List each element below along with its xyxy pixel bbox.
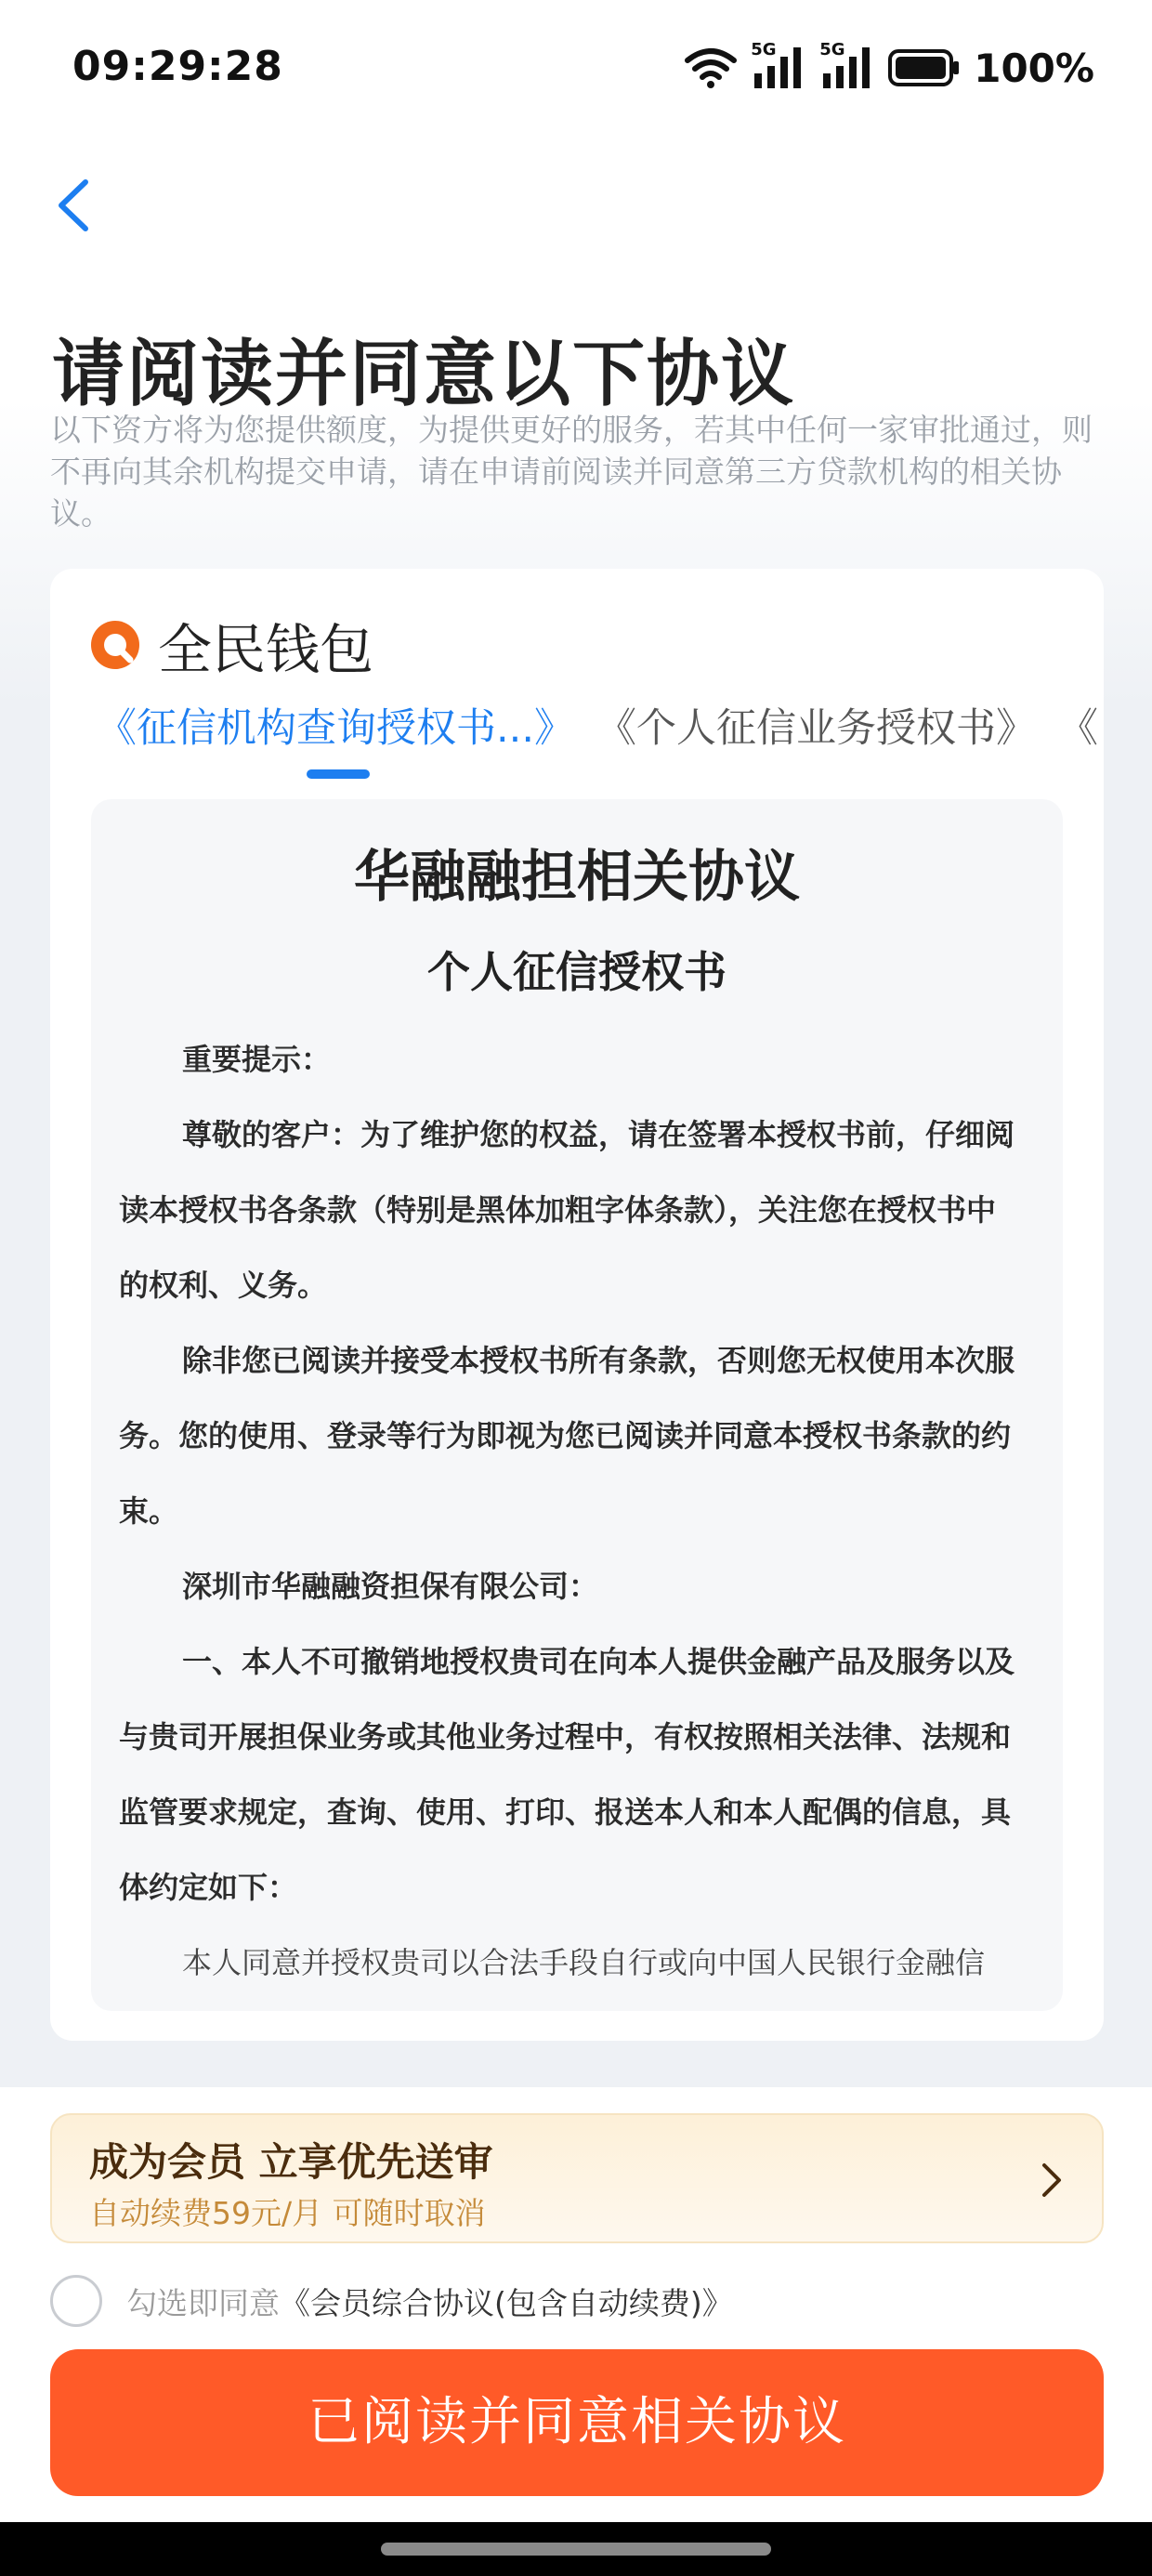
vip-subtitle: 自动续费59元/月 可随时取消 [89, 2195, 486, 2231]
provider-header [89, 606, 373, 684]
back-button[interactable] [48, 173, 104, 238]
document-body [119, 1022, 1015, 2001]
tab-next-agreement[interactable]: 《 [1058, 705, 1099, 752]
vip-banner[interactable] [50, 2113, 1104, 2243]
agreement-document[interactable] [91, 799, 1063, 2011]
document-paragraph: 除非您已阅读并接受本授权书所有条款，否则您无权使用本次服务。您的使用、登录等行为即视为您已阅读并同意本授权书条款的约束。 [119, 1343, 1015, 1529]
member-agreement-link[interactable]: 《会员综合协议(包含自动续费)》 [280, 2284, 733, 2321]
tab-indicator [307, 769, 370, 779]
consent-radio[interactable] [50, 2275, 102, 2327]
agreement-consent-row [50, 2264, 733, 2338]
document-paragraph: 深圳市华融融资担保有限公司： [182, 1569, 599, 1604]
provider-logo-icon [89, 619, 141, 671]
signal-icon: 5G [751, 46, 806, 90]
tab-personal-credit-authorization[interactable]: 《个人征信业务授权书》 [596, 705, 1037, 752]
page-description: 以下资方将为您提供额度，为提供更好的服务，若其中任何一家审批通过，则不再向其余机构提交申请，请在申请前阅读并同意第三方贷款机构的相关协议。 [50, 412, 1093, 532]
document-paragraph: 一、本人不可撤销地授权贵司在向本人提供金融产品及服务以及与贵司开展担保业务或其他业务过程中，有权按照相关法律、法规和监管要求规定，查询、使用、打印、报送本人和本人配偶的信息，具体约定如下： [119, 1644, 1015, 1905]
wifi-icon [684, 47, 738, 88]
document-paragraph: 尊敬的客户：为了维护您的权益，请在签署本授权书前，仔细阅读本授权书各条款（特别是黑体加粗字体条款），关注您在授权书中的权利、义务。 [119, 1117, 1015, 1303]
status-icons [684, 40, 1094, 91]
page-title: 请阅读并同意以下协议 [52, 333, 796, 416]
home-indicator[interactable] [381, 2543, 771, 2556]
chevron-right-icon [1037, 2160, 1065, 2201]
document-subtitle: 个人征信授权书 [427, 947, 727, 997]
document-paragraph: 重要提示： [182, 1042, 332, 1077]
agree-button[interactable]: 已阅读并同意相关协议 [50, 2349, 1104, 2496]
status-bar [0, 0, 1152, 139]
bottom-panel [0, 2087, 1152, 2576]
vip-title: 成为会员 立享优先送审 [89, 2139, 493, 2185]
signal-icon: 5G [819, 46, 875, 90]
battery-icon [888, 49, 961, 86]
agreement-card [50, 569, 1104, 2041]
back-chevron-icon [48, 173, 104, 238]
status-time: 09:29:28 [72, 43, 283, 90]
battery-percent: 100% [974, 45, 1094, 91]
tab-credit-query-authorization[interactable]: 《征信机构查询授权书...》 [97, 705, 575, 752]
consent-prefix: 勾选即同意 [126, 2284, 280, 2321]
provider-name: 全民钱包 [158, 618, 374, 681]
document-title: 华融融担相关协议 [354, 845, 800, 910]
document-paragraph: 本人同意并授权贵司以合法手段自行或向中国人民银行金融信 [182, 1945, 986, 1980]
agreement-tabs [97, 697, 1104, 753]
